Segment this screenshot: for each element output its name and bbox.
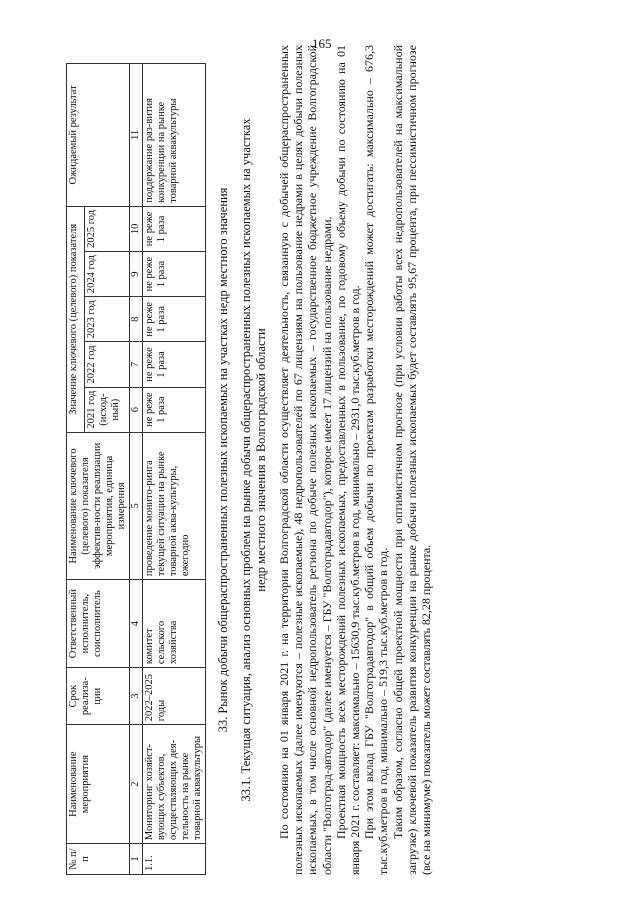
paragraph: При этом вклад ГБУ "Волгоградавтодор" в общий объем добычи по проектам разработки месторождений может достигать: максимально – 676,3 тыс.куб.метров в год, минимально – 519,3 тыс.куб.метров в год.: [362, 45, 391, 875]
rotated-page-content: [66, 45, 606, 875]
plan-table: [66, 63, 206, 875]
col-number: 1: [130, 844, 143, 875]
subsection-title: 33.1. Текущая ситуация, анализ основных проблем на рынке добычи общераспространенных полезных ископаемых на участках недр местного значения в Волгоградской области: [239, 118, 268, 802]
col-number: 3: [130, 668, 143, 725]
col-header-2021: 2021 год (исход-ный): [84, 387, 130, 432]
col-header-2023: 2023 год: [84, 297, 130, 342]
col-header-num: № п/п: [67, 844, 130, 875]
col-number: 8: [130, 297, 143, 342]
col-header-2022: 2022 год: [84, 342, 130, 387]
cell-2023: не реже 1 раза: [143, 297, 206, 342]
section-title: 33. Рынок добычи общераспространенных полезных ископаемых на участках недр местного значения: [216, 187, 230, 733]
col-header-executor: Ответственный исполнитель, соисполнитель: [67, 580, 130, 668]
col-number: 6: [130, 387, 143, 432]
col-number: 10: [130, 206, 143, 251]
col-number: 5: [130, 432, 143, 579]
cell-2022: не реже 1 раза: [143, 342, 206, 387]
col-header-deadline: Срок реализа-ции: [67, 668, 130, 725]
table-header-row: [67, 64, 85, 875]
col-number: 2: [130, 725, 143, 844]
cell-2024: не реже 1 раза: [143, 252, 206, 297]
paragraph: Таким образом, согласно общей проектной мощности при оптимистичном прогнозе (при условии работы всех недропользователей на максимальной загрузке) ключевой показатель развития конкуренции на рынке добычи полезных ископаемых будет составлять 95,67 процента, при пессимистичном прогнозе (все на минимуме) показатель может составлять 82,28 процента.: [390, 45, 434, 875]
cell-deadline: 2022–2025 годы: [143, 668, 206, 725]
col-number: 11: [130, 64, 143, 207]
table-row: [143, 64, 206, 875]
col-header-value-group: Значение ключевого (целевого) показателя: [67, 206, 85, 432]
column-numbers-row: [130, 64, 143, 875]
cell-2025: не реже 1 раза: [143, 206, 206, 251]
paragraph: Проектная мощность всех месторождений полезных ископаемых, предоставленных в пользование, по годовому объему добычи по состоянию на 01 января 2021 г. составляет: максимально – 15630,9 тыс.куб.метров в год, минимально – 2931,0 тыс.куб.метров в год.: [333, 45, 363, 875]
col-header-event: Наименование мероприятия: [67, 725, 130, 844]
col-header-2025: 2025 год: [84, 206, 130, 251]
col-header-result: Ожидаемый результат: [67, 64, 130, 207]
paragraph: По состоянию на 01 января 2021 г. на территории Волгоградской области осуществляет деятельность, связанную с добычей общераспространенных полезных ископаемых (далее именуются – полезные ископаемые), 48 недропользователей по 67 лицензиям на пользование недрами в целях добычи полезных ископаемых, в том числе основной недропользователь региона по добыче полезных ископаемых – государственное бюджетное учреждение Волгоградской области "Волгоград-автодор" (далее именуется – ГБУ "Волгоградавтодор"), которое имеет 17 лицензий на пользование недрами.: [277, 45, 334, 875]
cell-num: 1.1.: [143, 844, 206, 875]
col-header-2024: 2024 год: [84, 252, 130, 297]
cell-2021: не реже 1 раза: [143, 387, 206, 432]
cell-indicator: проведение монито-ринга текущей ситуации на рынке товарной аква-культуры, ежегодно: [143, 432, 206, 579]
col-header-indicator: Наименование ключевого (целевого) показателя эффектив-ности реализации мероприятия, единица измерения: [67, 432, 130, 579]
page-number: 165: [312, 36, 332, 51]
cell-event: Мониторинг хозяйст-вующих субъектов, осуществляющих дея-тельность на рынке товарной аквакультуры: [143, 725, 206, 844]
cell-executor: комитет сельского хозяйства: [143, 580, 206, 668]
col-number: 4: [130, 580, 143, 668]
col-number: 9: [130, 252, 143, 297]
col-number: 7: [130, 342, 143, 387]
cell-result: поддержание раз-вития конкуренции на рынке товарной аквакультуры: [143, 64, 206, 207]
